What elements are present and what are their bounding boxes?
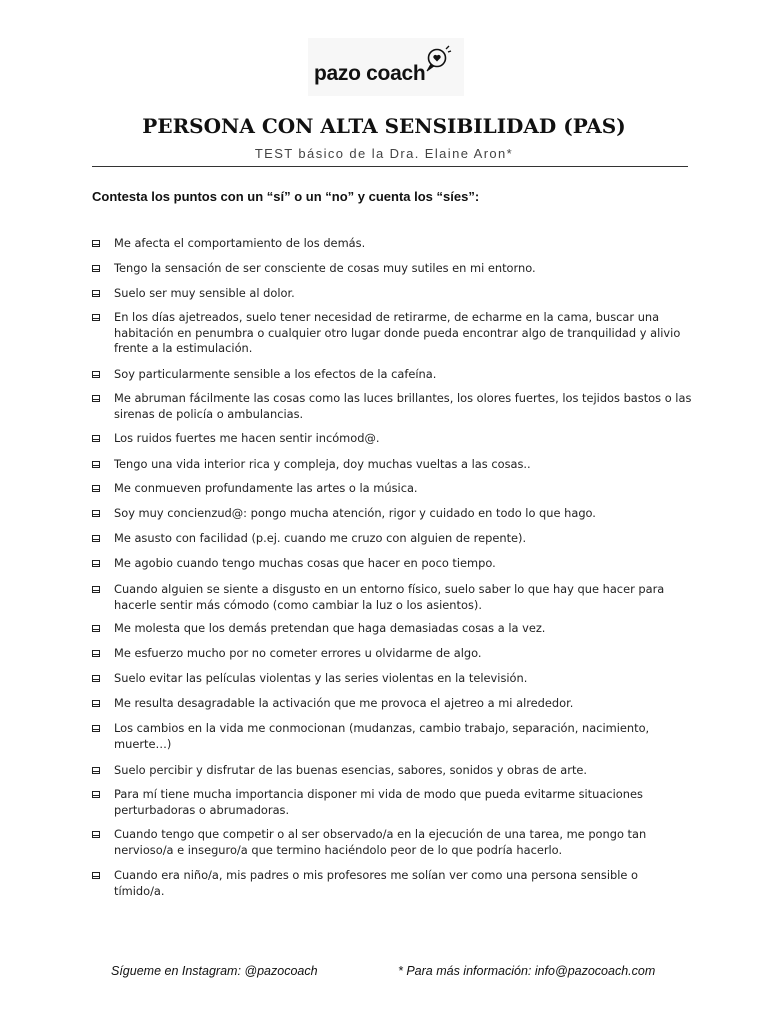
question-text: Los ruidos fuertes me hacen sentir incómod@. bbox=[114, 431, 380, 445]
checkbox-icon[interactable] bbox=[92, 872, 100, 879]
question-text: Suelo ser muy sensible al dolor. bbox=[114, 286, 295, 300]
question-text: Suelo evitar las películas violentas y las series violentas en la televisión. bbox=[114, 671, 528, 685]
question-text: Me resulta desagradable la activación que me provoca el ajetreo a mi alrededor. bbox=[114, 696, 574, 710]
question-text: Cuando tengo que competir o al ser observado/a en la ejecución de una tarea, me pongo tan nervioso/a e inseguro/a que termino haciéndolo peor de lo que podría hacerlo. bbox=[114, 827, 647, 857]
logo-text: pazo coach bbox=[314, 62, 426, 85]
question-text: Me abruman fácilmente las cosas como las luces brillantes, los olores fuertes, los tejidos bastos o las sirenas de policía o ambulancias. bbox=[114, 391, 692, 421]
question-text: En los días ajetreados, suelo tener necesidad de retirarme, de echarme en la cama, buscar una habitación en penumbra o cualquier otro lugar donde pueda encontrar algo de tranquilidad y alivio frente a la estimulación. bbox=[114, 310, 681, 355]
divider bbox=[92, 166, 688, 167]
question-text: Para mí tiene mucha importancia disponer mi vida de modo que pueda evitarme situaciones perturbadoras o abrumadoras. bbox=[114, 787, 643, 817]
question-text: Cuando alguien se siente a disgusto en un entorno físico, suelo saber lo que hay que hacer para hacerle sentir más cómodo (como cambiar la luz o los asientos). bbox=[114, 582, 665, 612]
question-text: Tengo una vida interior rica y compleja, doy muchas vueltas a las cosas.. bbox=[114, 457, 531, 471]
question-text: Me molesta que los demás pretendan que haga demasiadas cosas a la vez. bbox=[114, 621, 546, 635]
checkbox-icon[interactable] bbox=[92, 314, 100, 321]
question-text: Cuando era niño/a, mis padres o mis profesores me solían ver como una persona sensible o tímido/a. bbox=[114, 868, 639, 898]
checkbox-icon[interactable] bbox=[92, 240, 100, 247]
checkbox-icon[interactable] bbox=[92, 791, 100, 798]
checkbox-icon[interactable] bbox=[92, 435, 100, 442]
checkbox-icon[interactable] bbox=[92, 675, 100, 682]
checkbox-icon[interactable] bbox=[92, 510, 100, 517]
footer-info: * Para más información: info@pazocoach.com bbox=[398, 964, 656, 978]
question-text: Me conmueven profundamente las artes o la música. bbox=[114, 481, 418, 495]
question-text: Suelo percibir y disfrutar de las buenas esencias, sabores, sonidos y obras de arte. bbox=[114, 763, 588, 777]
checkbox-icon[interactable] bbox=[92, 831, 100, 838]
question-text: Soy muy concienzud@: pongo mucha atención, rigor y cuidado en todo lo que hago. bbox=[114, 506, 596, 520]
checkbox-icon[interactable] bbox=[92, 535, 100, 542]
checkbox-icon[interactable] bbox=[92, 586, 100, 593]
checkbox-icon[interactable] bbox=[92, 485, 100, 492]
checkbox-icon[interactable] bbox=[92, 725, 100, 732]
page-subtitle: TEST básico de la Dra. Elaine Aron* bbox=[254, 146, 514, 161]
question-text: Tengo la sensación de ser consciente de cosas muy sutiles en mi entorno. bbox=[114, 261, 536, 275]
checkbox-icon[interactable] bbox=[92, 265, 100, 272]
checkbox-icon[interactable] bbox=[92, 371, 100, 378]
question-text: Me esfuerzo mucho por no cometer errores u olvidarme de algo. bbox=[114, 646, 482, 660]
checkbox-icon[interactable] bbox=[92, 625, 100, 632]
question-text: Soy particularmente sensible a los efectos de la cafeína. bbox=[114, 367, 437, 381]
checkbox-icon[interactable] bbox=[92, 461, 100, 468]
question-text: Los cambios en la vida me conmocionan (mudanzas, cambio trabajo, separación, nacimiento, muerte…) bbox=[114, 721, 650, 751]
checkbox-icon[interactable] bbox=[92, 767, 100, 774]
checkbox-icon[interactable] bbox=[92, 650, 100, 657]
checkbox-icon[interactable] bbox=[92, 395, 100, 402]
question-text: Me asusto con facilidad (p.ej. cuando me cruzo con alguien de repente). bbox=[114, 531, 527, 545]
question-text: Me afecta el comportamiento de los demás. bbox=[114, 236, 366, 250]
heart-speech-bubble-icon bbox=[424, 44, 452, 74]
checkbox-icon[interactable] bbox=[92, 560, 100, 567]
logo bbox=[308, 38, 464, 96]
footer-instagram: Sígueme en Instagram: @pazocoach bbox=[111, 964, 318, 978]
instruction-text: Contesta los puntos con un “sí” o un “no” y cuenta los “síes”: bbox=[92, 189, 480, 204]
checkbox-icon[interactable] bbox=[92, 290, 100, 297]
checkbox-icon[interactable] bbox=[92, 700, 100, 707]
page-title: PERSONA CON ALTA SENSIBILIDAD (PAS) bbox=[142, 114, 626, 138]
question-text: Me agobio cuando tengo muchas cosas que hacer en poco tiempo. bbox=[114, 556, 496, 570]
